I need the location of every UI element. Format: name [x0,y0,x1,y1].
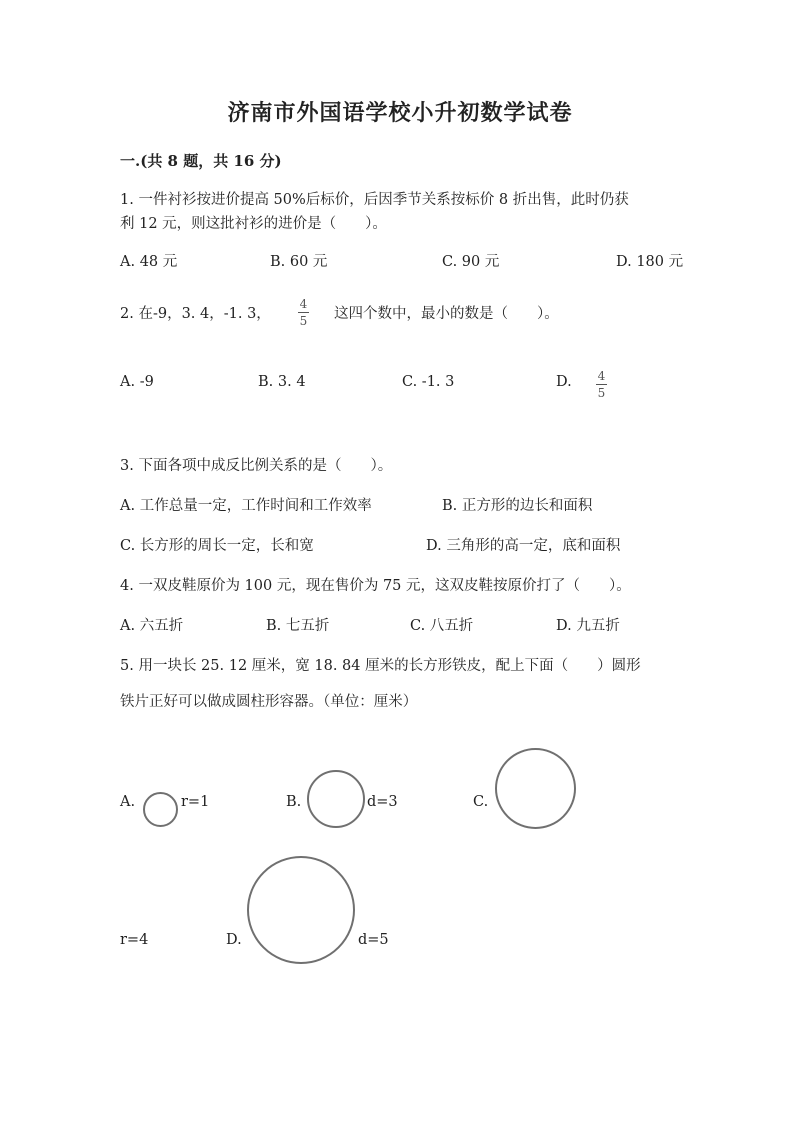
fraction-numerator: 4 [299,297,308,311]
question-1-option-d: D. 180 元 [616,254,684,270]
section-header: 一.(共 8 题，共 16 分) [120,152,282,170]
circle-c-label: r=4 [120,932,149,948]
circle-d-label: d=5 [358,932,389,948]
question-1-option-b: B. 60 元 [270,254,328,270]
question-2-option-d-fraction [596,370,607,399]
fraction-denominator: 5 [299,314,308,328]
question-2-prefix: 2. 在-9，3. 4，-1. 3， [120,306,271,322]
question-2-fraction [298,298,309,327]
question-1-line-1: 1. 一件衬衫按进价提高 50%后标价，后因季节关系按标价 8 折出售，此时仍获 [120,192,629,208]
question-5-option-d: D. [226,932,242,948]
question-5-option-a: A. [120,794,136,810]
question-2-option-a: A. -9 [120,374,154,390]
question-3-option-d: D. 三角形的高一定，底和面积 [426,538,621,554]
question-4-option-b: B. 七五折 [266,618,330,634]
question-3-option-c: C. 长方形的周长一定，长和宽 [120,538,314,554]
question-1-option-a: A. 48 元 [120,254,178,270]
question-5-line-1: 5. 用一块长 25. 12 厘米，宽 18. 84 厘米的长方形铁皮，配上下面（ ）圆形 [120,658,641,674]
question-1-option-c: C. 90 元 [442,254,500,270]
question-5-option-c: C. [473,794,489,810]
circle-option-a [143,792,178,827]
question-3-option-b: B. 正方形的边长和面积 [442,498,593,514]
circle-b-label: d=3 [367,794,398,810]
circle-a-label: r=1 [181,794,210,810]
question-2-suffix: 这四个数中，最小的数是（ ）。 [334,306,559,322]
question-3-option-a: A. 工作总量一定，工作时间和工作效率 [120,498,372,514]
circle-option-d [247,856,355,964]
question-4-stem: 4. 一双皮鞋原价为 100 元，现在售价为 75 元，这双皮鞋按原价打了（ ）。 [120,578,631,594]
question-2-option-c: C. -1. 3 [402,374,455,390]
question-5-line-2: 铁片正好可以做成圆柱形容器。（单位：厘米） [120,694,418,710]
question-3-stem: 3. 下面各项中成反比例关系的是（ ）。 [120,458,393,474]
question-4-option-c: C. 八五折 [410,618,474,634]
question-2-option-d: D. [556,374,572,390]
question-2-option-b: B. 3. 4 [258,374,306,390]
question-1-line-2: 利 12 元，则这批衬衫的进价是（ ）。 [120,216,387,232]
circle-option-b [307,770,365,828]
fraction-bar [298,312,309,313]
question-4-option-a: A. 六五折 [120,618,184,634]
fraction-numerator: 4 [597,369,606,383]
question-5-option-b: B. [286,794,302,810]
circle-option-c [495,748,576,829]
fraction-bar [596,384,607,385]
question-4-option-d: D. 九五折 [556,618,620,634]
fraction-denominator: 5 [597,386,606,400]
exam-title: 济南市外国语学校小升初数学试卷 [227,100,573,126]
